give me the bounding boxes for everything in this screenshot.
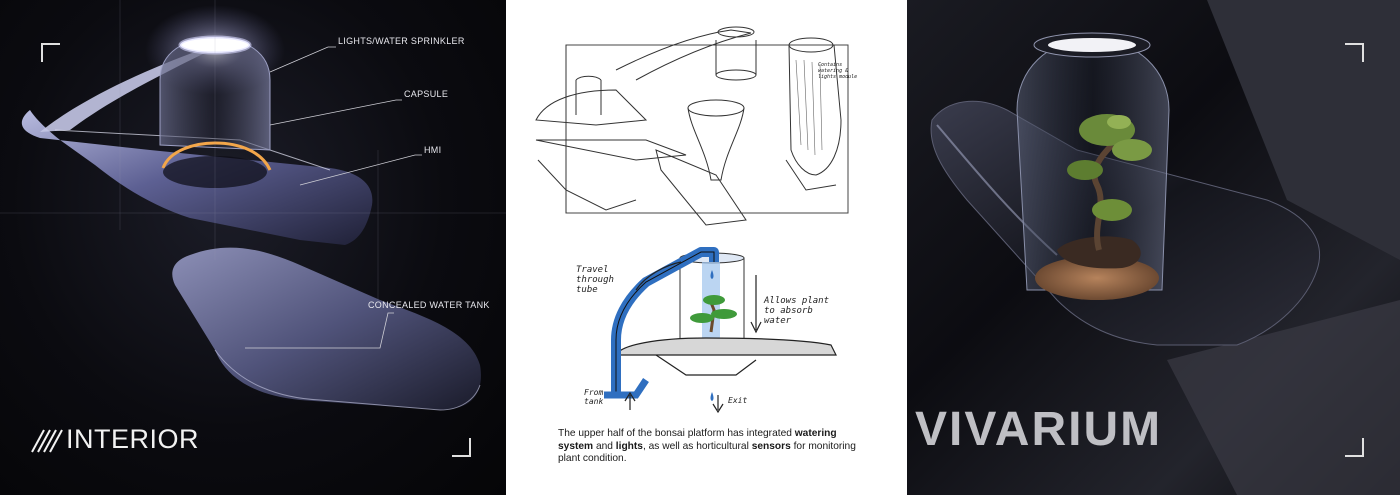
interior-panel [0, 0, 506, 495]
callout-hmi: HMI [424, 145, 442, 155]
interior-render [0, 0, 506, 495]
caption-bold-watering: watering system [558, 428, 837, 452]
interior-title [66, 424, 199, 455]
description-caption [558, 428, 858, 466]
sketch-panel [506, 0, 907, 495]
caption-text-4: for monitoring plant condition. [558, 440, 856, 464]
annotation-travel: Travel through tube [576, 265, 614, 295]
sketch-note: Contains watering & lights module [818, 62, 858, 80]
annotation-allows: Allows plant to absorb water [764, 296, 830, 326]
callout-capsule: CAPSULE [404, 89, 449, 99]
caption-text-2: and [593, 440, 616, 452]
caption-text-3: , as well as horticultural [642, 440, 752, 452]
callout-water-tank: CONCEALED WATER TANK [368, 300, 490, 310]
watering-diagram [604, 252, 836, 412]
vivarium-title: VIVARIUM [915, 403, 1163, 456]
callout-lights: LIGHTS/WATER SPRINKLER [338, 36, 465, 46]
frame-corner-top-left [42, 44, 60, 62]
frame-corner-bottom-right [452, 438, 470, 456]
caption-bold-lights: lights [615, 440, 643, 452]
interior-title-text: INTERIOR [66, 424, 200, 454]
vivarium-panel [907, 0, 1400, 495]
annotation-from-tank: From tank [584, 388, 604, 406]
annotation-exit: Exit [728, 396, 748, 405]
caption-bold-sensors: sensors [751, 440, 791, 452]
stripes-icon [32, 430, 62, 452]
caption-text-1: The upper half of the bonsai platform has integrated [558, 428, 795, 439]
